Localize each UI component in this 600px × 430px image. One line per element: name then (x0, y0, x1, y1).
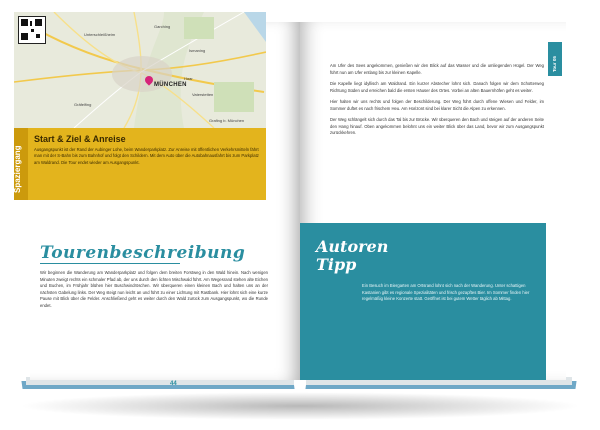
paragraph: Der Weg schlängelt sich durch das Tal bis zur Brücke. Wir überqueren den Bach und steigen auf der anderen Seite den Hang hinauf. Oben angekommen belohnt uns ein weiter Blick über das Land, bevor wir zum Ausgangspunkt zurückkehren. (330, 117, 544, 135)
author-tip-text: Ein Besuch im Biergarten am Ortsrand lohnt sich nach der Wanderung. Unter schattigen Kastanien gibt es regionale Spezialitäten und frisch gezapftes Bier. Im Sommer finden hier regelmäßig kleine Konzerte statt. Geöffnet ist bei gutem Wetter täglich ab Mittag. (362, 283, 530, 301)
tip-title-line: Autoren (316, 237, 389, 256)
route-map (14, 12, 266, 128)
heading-underline (40, 263, 180, 264)
category-label: Spaziergang (13, 145, 22, 193)
map-label: Garching (154, 24, 171, 29)
start-text: Ausgangspunkt ist der Rand der Aubinger Lohe, beim Wanderparkplatz. Zur Anreise mit öffentlichen Verkehrsmitteln fährt man mit der S-Bahn bis zum Bahnhof und folgt den Schildern. Mit dem Auto über die Autobahnausfahrt bis zum Parkplatz am Waldrand. Die Tour endet wieder am Ausgangspunkt. (34, 147, 259, 165)
paragraph: Hier halten wir uns rechts und folgen der Beschilderung. Der Weg führt durch offene Wiesen und Felder, im Sommer duftet es nach frischem Heu. Am Horizont sind bei klarer Sicht die Alpen zu erkennen. (330, 99, 544, 111)
section-heading: Tourenbeschreibung (40, 243, 246, 263)
map-label: Unterschleißheim (84, 32, 116, 37)
map-city-label: MÜNCHEN (154, 82, 187, 88)
tour-description: Wir beginnen die Wanderung am Wanderparkplatz und folgen dem breiten Forstweg in den Wald hinein. Nach wenigen Minuten zweigt rechts ein schmaler Pfad ab, der uns durch den lichten Mischwald führt. Am Wegesrand stehen alte Eichen und Buchen, im Frühjahr blühen hier Buschwindröschen. Wir überqueren einen kleinen Bach und halten uns an der nächsten Gabelung links. Der Weg steigt nun leicht an und führt zu einer Lichtung mit Rastbank. Hier lohnt sich eine kurze Pause mit Blick über die Felder. Anschließend geht es weiter durch den Wald zurück zum Ausgangspunkt, wo die Runde endet. (40, 270, 268, 308)
right-page-text (330, 63, 544, 142)
paragraph: Die Kapelle liegt idyllisch am Waldrand. Ein kurzer Abstecher lohnt sich. Danach folgen wir dem Schotterweg Richtung Süden und erreichen bald die ersten Häuser des Ortes. Vorbei an alten Bauernhöfen geht es weiter. (330, 81, 544, 93)
page-number: 44 (170, 381, 177, 387)
map-label: Ismaning (189, 48, 206, 53)
author-tip-title (316, 238, 388, 274)
map-label: Vaterstetten (192, 92, 214, 97)
qr-code[interactable] (18, 16, 46, 44)
start-title: Start & Ziel & Anreise (34, 134, 126, 144)
map-label: Grafing b. München (209, 118, 245, 123)
book-shadow (18, 392, 582, 420)
tour-tab-label: Tour 05 (552, 56, 557, 72)
map-label: Haar (184, 76, 193, 81)
tip-title-line: Tipp (316, 255, 357, 274)
map-label: Gräfelfing (74, 102, 92, 107)
paragraph: Am Ufer des Sees angekommen, genießen wir den Blick auf das Wasser und die umliegenden Hügel. Der Weg führt nun am Ufer entlang bis zur kleinen Kapelle. (330, 63, 544, 75)
